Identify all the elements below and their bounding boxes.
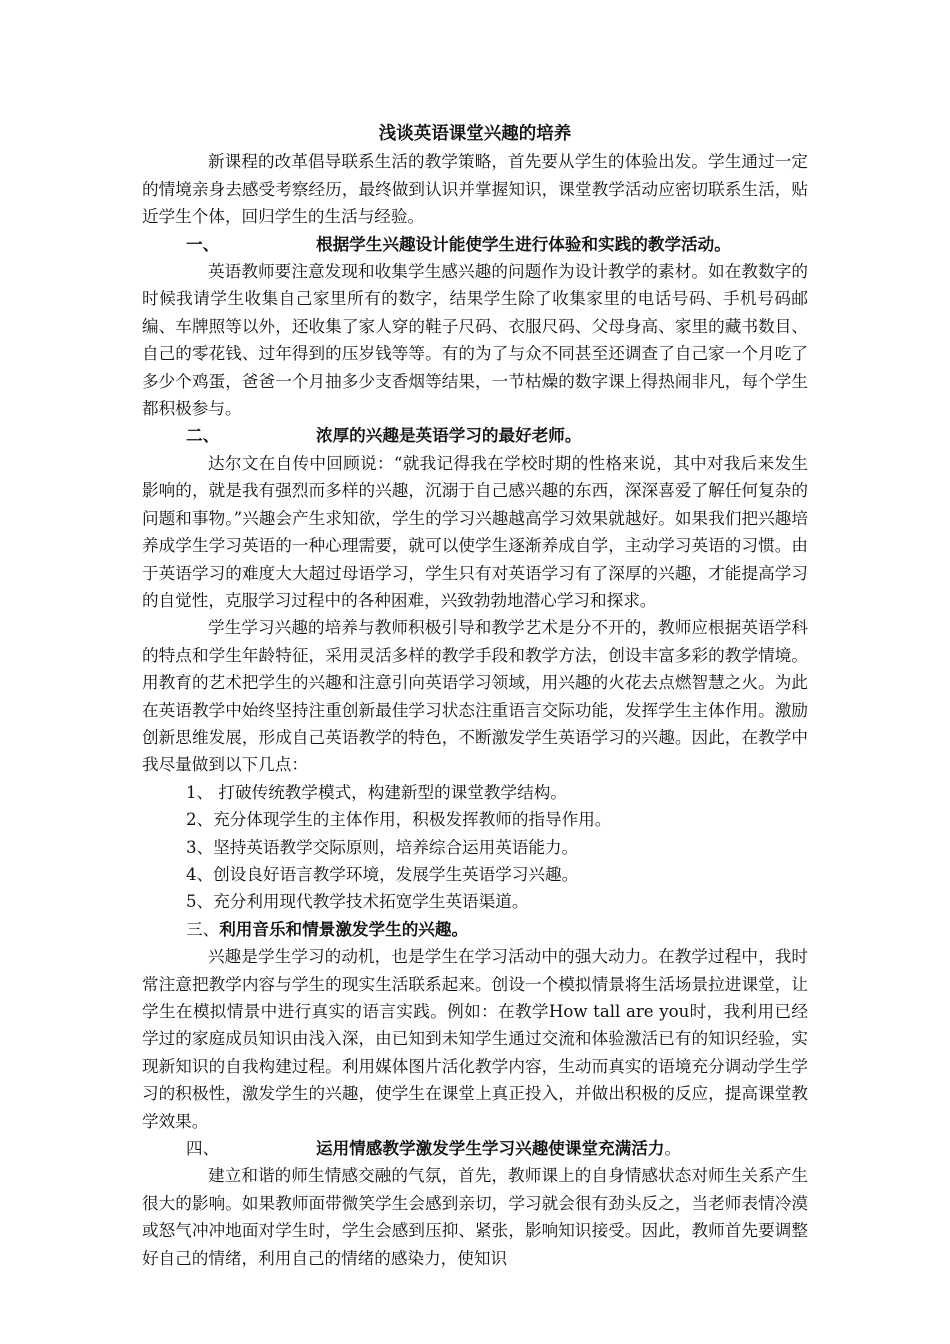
section-4-number: 四、	[186, 1139, 220, 1159]
section-2-paragraph-2: 学生学习兴趣的培养与教师积极引导和教学艺术是分不开的，教师应根据英语学科的特点和学生年龄特征，采用灵活多样的教学手段和教学方法，创设丰富多彩的教学情境。用教育的艺术把学生的兴趣和注意引向英语学习领域，用兴趣的火花去点燃智慧之火。为此在英语教学中始终坚持注重创新最佳学习状态注重语言交际功能，发挥学生主体作用。激励创新思维发展，形成自己英语教学的特色，不断激发学生英语学习的兴趣。因此，在教学中我尽量做到以下几点：	[142, 618, 808, 775]
section-4-title: 运用情感教学激发学生学习兴趣使课堂充满活力	[316, 1138, 665, 1159]
section-2-number: 二、	[186, 425, 220, 446]
list-item: 2、充分体现学生的主体作用，积极发挥教师的指导作用。	[186, 810, 612, 830]
list-item: 3、坚持英语教学交际原则，培养综合运用英语能力。	[186, 837, 579, 857]
list-item: 4、创设良好语言教学环境，发展学生英语学习兴趣。	[186, 864, 579, 884]
section-1-number: 一、	[186, 233, 220, 254]
section-1-title: 根据学生兴趣设计能使学生进行体验和实践的教学活动。	[316, 233, 731, 254]
list-item: 5、充分利用现代教学技术拓宽学生英语渠道。	[186, 892, 529, 912]
section-3-title: 利用音乐和情景激发学生的兴趣。	[219, 918, 469, 939]
list-item: 1、 打破传统教学模式，构建新型的课堂教学结构。	[186, 782, 567, 802]
document-page	[142, 121, 808, 1272]
section-3-paragraph: 兴趣是学生学习的动机，也是学生在学习活动中的强大动力。在教学过程中，我时常注意把教学内容与学生的现实生活联系起来。创设一个模拟情景将生活场景拉进课堂，让学生在模拟情景中进行真实的语言实践。例如：在教学How tall are you时，我利用已经学过的家庭成员知识由浅入深，由已知到未知学生通过交流和体验激活已有的知识经验，实现新知识的自我构建过程。利用媒体图片活化教学内容，生动而真实的语境充分调动学生学习的积极性，激发学生的兴趣，使学生在课堂上真正投入，并做出积极的反应，提高课堂教学效果。	[142, 947, 808, 1131]
intro-paragraph: 新课程的改革倡导联系生活的教学策略，首先要从学生的体验出发。学生通过一定的情境亲身去感受考察经历，最终做到认识并掌握知识，课堂教学活动应密切联系生活，贴近学生个体，回归学生的生活与经验。	[142, 152, 808, 227]
section-4-paragraph: 建立和谐的师生情感交融的气氛，首先，教师课上的自身情感状态对师生关系产生很大的影响。如果教师面带微笑学生会感到亲切，学习就会很有劲头反之，当老师表情冷漠或怒气冲冲地面对学生时，学生会感到压抑、紧张，影响知识接受。因此，教师首先要调整好自己的情绪，利用自己的情绪的感染力，使知识	[142, 1166, 808, 1268]
section-4-heading	[142, 1135, 808, 1162]
section-2-heading	[142, 422, 808, 449]
section-4-title-end: 。	[664, 1139, 682, 1159]
section-1-paragraph: 英语教师要注意发现和收集学生感兴趣的问题作为设计教学的素材。如在教数字的时候我请学生收集自己家里所有的数字，结果学生除了收集家里的电话号码、手机号码邮编、车牌照等以外，还收集了家人穿的鞋子尺码、衣服尺码、父母身高、家里的藏书数目、自己的零花钱、过年得到的压岁钱等等。有的为了与众不同甚至还调查了自己家一个月吃了多少个鸡蛋，爸爸一个月抽多少支香烟等结果，一节枯燥的数字课上得热闹非凡，每个学生都积极参与。	[142, 262, 808, 419]
section-3-number: 三、	[186, 919, 220, 939]
section-2-title: 浓厚的兴趣是英语学习的最好老师。	[316, 425, 582, 446]
section-3-heading	[142, 916, 808, 943]
document-title: 浅谈英语课堂兴趣的培养	[378, 124, 572, 144]
section-1-heading	[142, 231, 808, 258]
section-2-paragraph-1: 达尔文在自传中回顾说：“就我记得我在学校时期的性格来说，其中对我后来发生影响的，就是我有强烈而多样的兴趣，沉溺于自己感兴趣的东西，深深喜爱了解任何复杂的问题和事物。”兴趣会产生求知欲，学生的学习兴趣越高学习效果就越好。如果我们把兴趣培养成学生学习英语的一种心理需要，就可以使学生逐渐养成自学，主动学习英语的习惯。由于英语学习的难度大大超过母语学习，学生只有对英语学习有了深厚的兴趣，才能提高学习的自觉性，克服学习过程中的各种困难，兴致勃勃地潜心学习和探求。	[142, 453, 808, 610]
